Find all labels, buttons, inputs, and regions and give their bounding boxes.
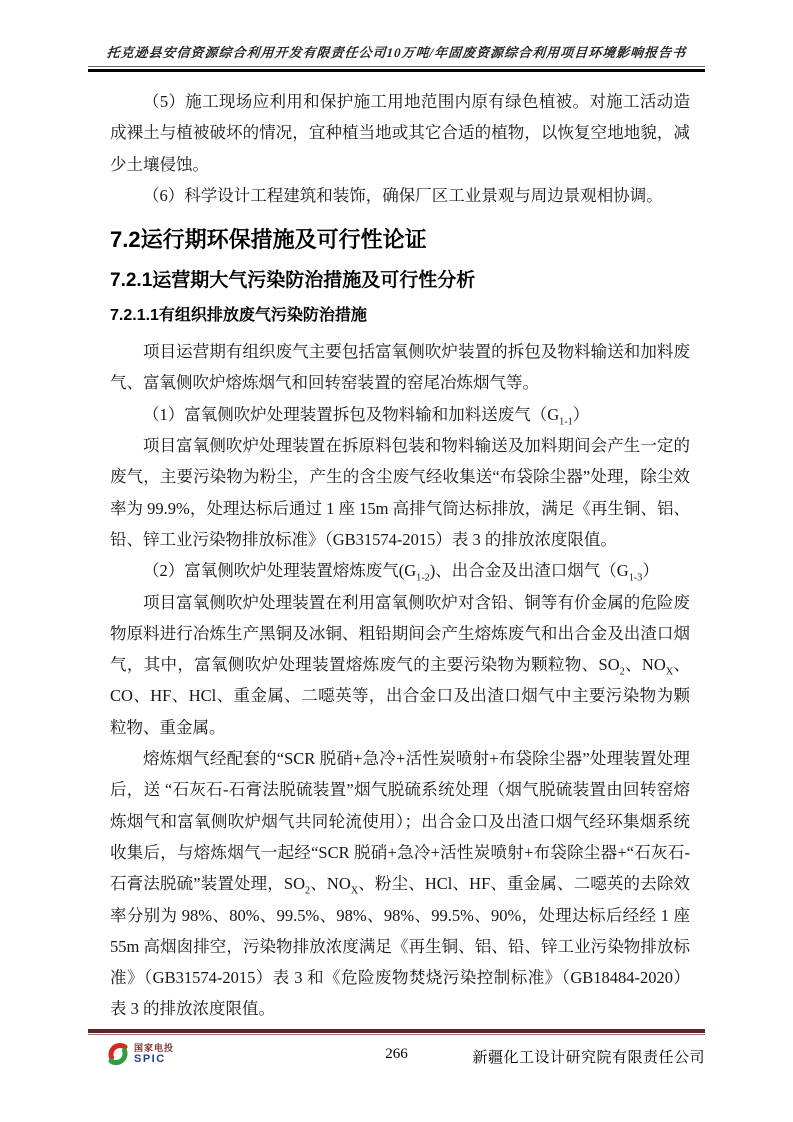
header-divider — [88, 66, 705, 72]
footer-divider-thin — [88, 1034, 705, 1035]
report-title: 托克逊县安信资源综合利用开发有限责任公司10万吨/年固废资源综合利用项目环境影响报告书 — [106, 45, 687, 60]
paragraph-text: ） — [572, 404, 590, 424]
paragraph-text: 项目富氧侧吹炉处理装置在利用富氧侧吹炉对含铅、铜等有价金属的危险废物原料进行冶炼生产黑铜及冰铜、粗铅期间会产生熔炼废气和出合金及出渣口烟气，其中，富氧侧吹炉处理装置熔炼废气的主要污染物为颗粒物、SO — [110, 592, 690, 675]
page-footer — [88, 1040, 705, 1078]
paragraph-dust-removal: 项目富氧侧吹炉处理装置在拆原料包装和物料输送及加料期间会产生一定的废气，主要污染物为粉尘，产生的含尘废气经收集送“布袋除尘器”处理，除尘效率为 99.9%，处理达标后通过 1 座 15m 高排气筒达标排放，满足《再生铜、铝、铅、锌工业污染物排放标准》（GB31574-2015）表 3 的排放浓度限值。 — [110, 436, 690, 549]
paragraph-smelting-gas — [110, 587, 690, 743]
section-heading-7-2: 7.2运行期环保措施及可行性论证 — [110, 227, 427, 253]
section-heading-7-2-1: 7.2.1运营期大气污染防治措施及可行性分析 — [110, 270, 476, 292]
subscript: 2 — [305, 885, 311, 897]
section-heading-7-2-1-1: 7.2.1.1有组织排放废气污染防治措施 — [110, 307, 367, 325]
paragraph-text: 、NO — [624, 655, 666, 675]
subscript: 2 — [619, 666, 625, 678]
subscript: 1-1 — [559, 416, 573, 428]
paragraph-text: ） — [642, 561, 659, 581]
list-item-1 — [110, 399, 690, 430]
footer-company-name: 新疆化工设计研究院有限责任公司 — [472, 1050, 705, 1066]
paragraph-5: （5）施工现场应利用和保护施工用地范围内原有绿色植被。对施工活动造成裸土与植被破坏的情况，宜种植当地或其它合适的植物，以恢复空地地貌，减少土壤侵蚀。 — [110, 92, 690, 174]
paragraph-text: )、出合金及出渣口烟气（G — [429, 561, 629, 581]
footer-divider-thick — [88, 1029, 705, 1033]
subscript: 1-2 — [416, 572, 430, 584]
subscript: X — [350, 885, 359, 897]
paragraph-text: 熔炼烟气经配套的“SCR 脱硝+急冷+活性炭喷射+布袋除尘器”处理装置处理后，送 “石灰石-石膏法脱硫装置”烟气脱硫系统处理（烟气脱硫装置由回转窑熔炼烟气和富氧侧吹炉烟气共同轮流使用）；出合金口及出渣口烟气经环集烟系统收集后，与熔炼烟气一起经“SCR 脱硝+急冷+活性炭喷射+布袋除尘器+“石灰石-石膏法脱硫”装置处理，SO — [110, 749, 690, 894]
document-content — [110, 86, 690, 1025]
list-item-2 — [110, 555, 690, 586]
paragraph-text: 、粉尘、HCl、HF、重金属、二噁英的去除效率分别为 98%、80%、99.5%、98%、98%、99.5%、90%，处理达标后经经 1 座 55m 高烟囱排空，污染物排放浓度满足《再生铜、铝、铅、锌工业污染物排放标准》（GB31574-2015）表 3 和《危险废物焚烧污染控制标准》（GB18484-2020）表 3 的排放浓度限值。 — [110, 874, 690, 1019]
page-number: 266 — [385, 1046, 408, 1062]
paragraph-treatment-process — [110, 743, 690, 1025]
footer-divider — [88, 1029, 705, 1035]
paragraph-text: （2）富氧侧吹炉处理装置熔炼废气(G — [143, 561, 417, 581]
paragraph-text: （1）富氧侧吹炉处理装置拆包及物料输和加料送废气（G — [143, 404, 560, 424]
page-header — [88, 42, 705, 72]
paragraph-text: 、CO、HF、HCl、重金属、二噁英等，出合金口及出渣口烟气中主要污染物为颗粒物、重金属。 — [110, 655, 691, 737]
paragraph-organized-gas: 项目运营期有组织废气主要包括富氧侧吹炉装置的拆包及物料输送和加料废气、富氧侧吹炉熔炼烟气和回转窑装置的窑尾冶炼烟气等。 — [110, 342, 690, 393]
subscript: X — [665, 666, 674, 678]
spic-logo-english: SPIC — [134, 1052, 166, 1065]
paragraph-text: 、NO — [310, 874, 351, 894]
subscript: 1-3 — [628, 572, 643, 584]
spic-logo-chinese: 国家电投 — [134, 1042, 175, 1053]
paragraph-6: （6）科学设计工程建筑和装饰，确保厂区工业景观与周边景观相协调。 — [143, 185, 663, 205]
